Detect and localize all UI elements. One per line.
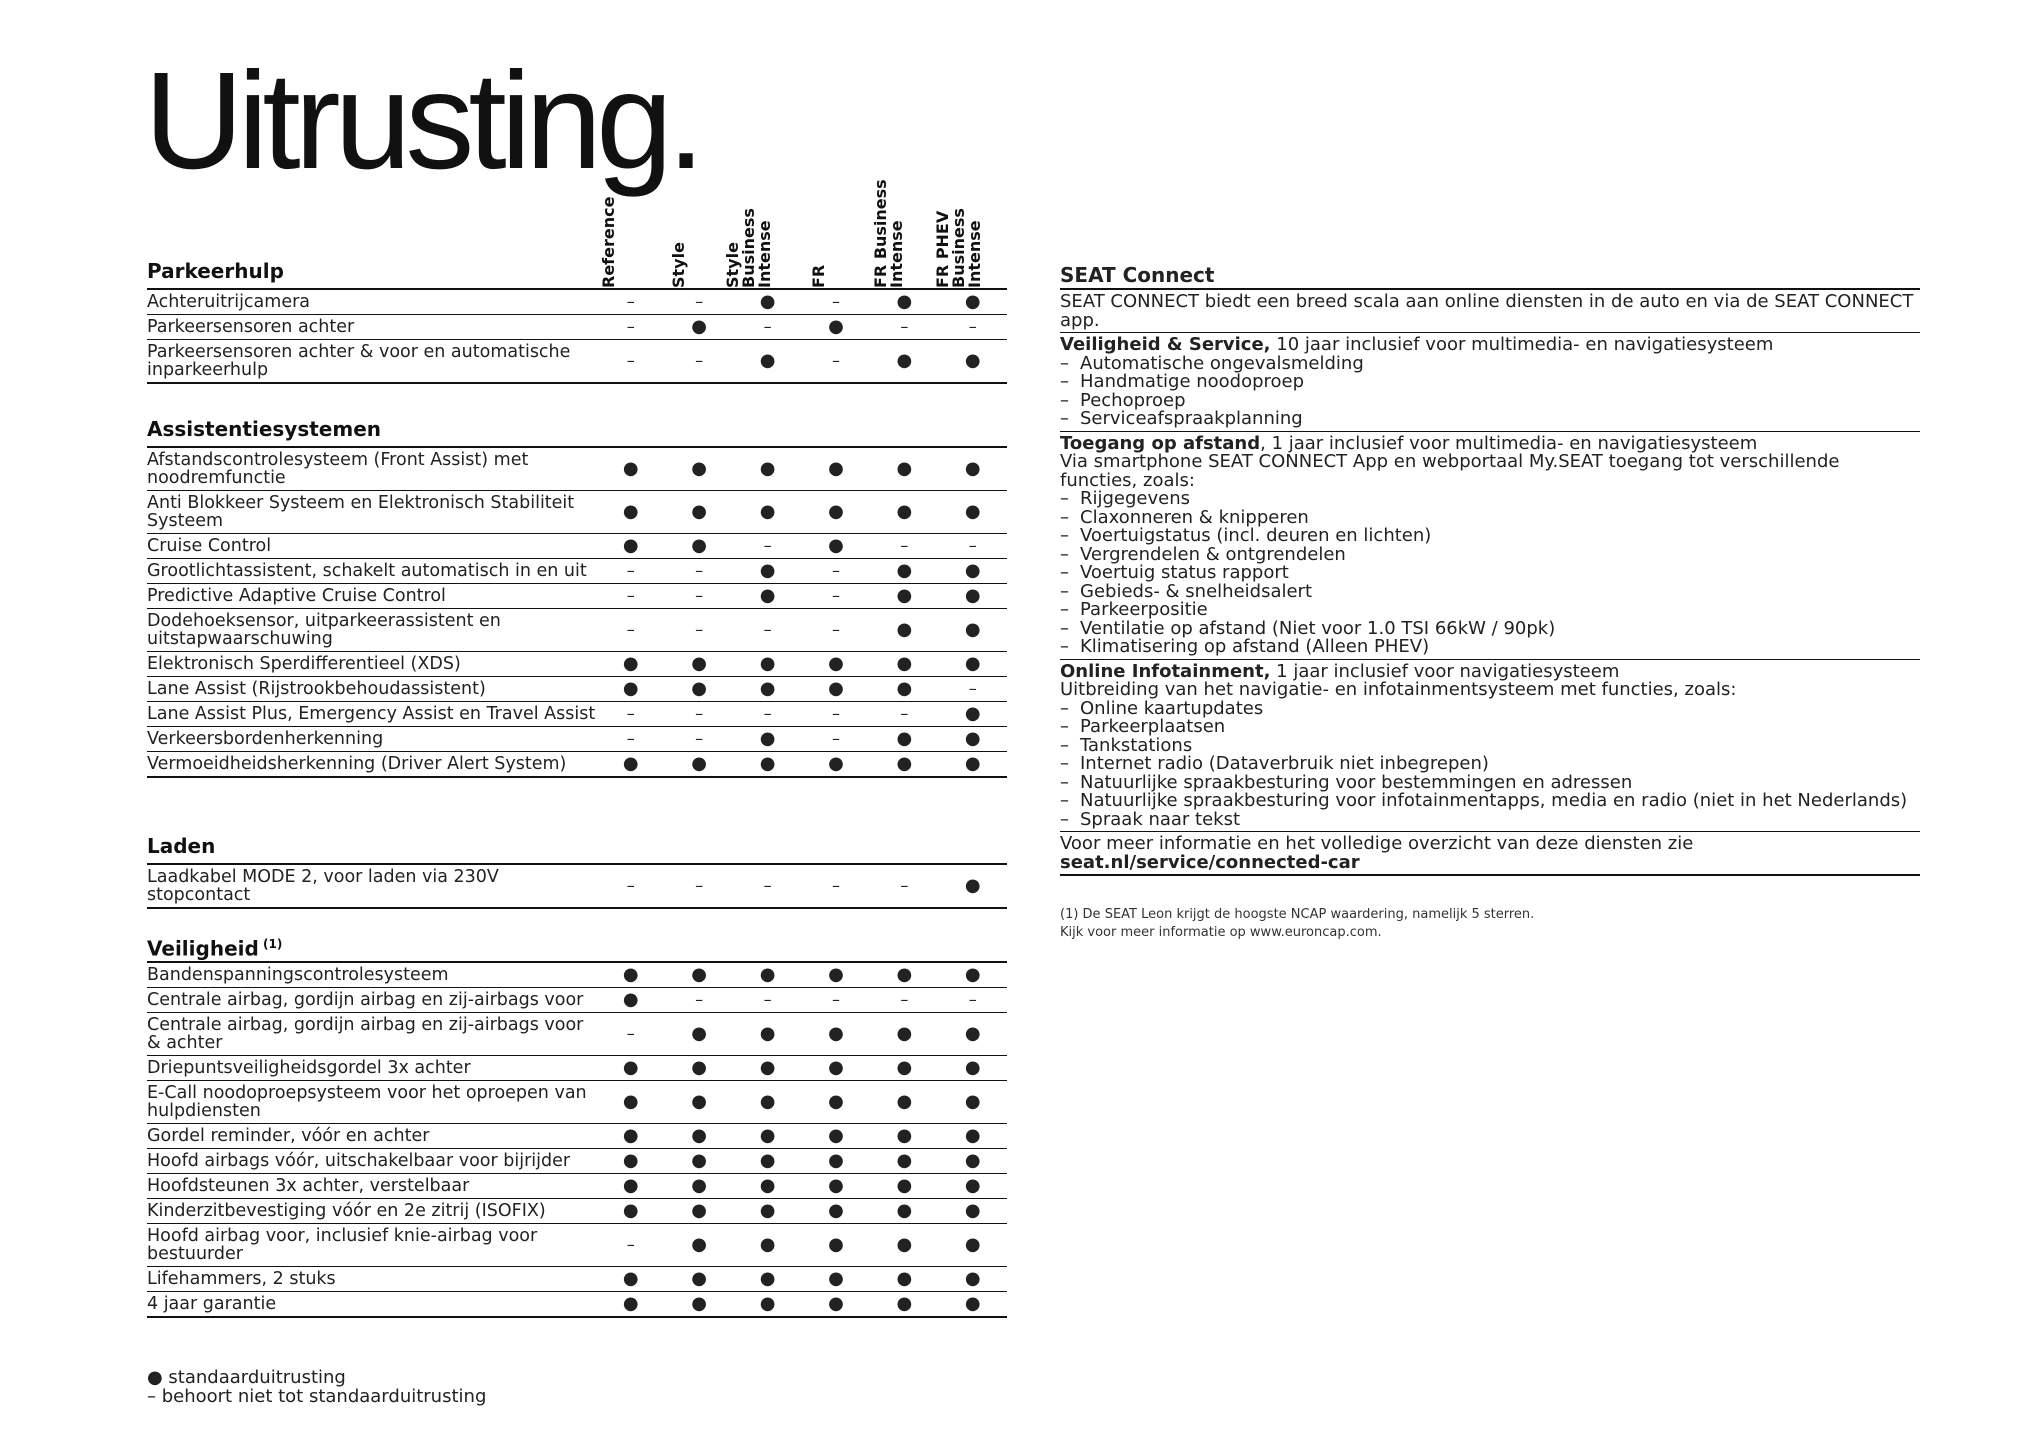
standard-dot: ● [964, 560, 981, 581]
service-list [1060, 697, 1920, 830]
standard-dot: ● [828, 964, 844, 985]
standard-dot: ● [691, 1234, 708, 1255]
table-row [147, 448, 1007, 491]
service-description: Via smartphone SEAT CONNECT App en webportaal My.SEAT toegang tot verschillende functies, zoals: [1060, 451, 1840, 491]
row-label: Vermoeidheidsherkenning (Driver Alert System) [147, 754, 567, 774]
standard-dot: ● [964, 1125, 981, 1146]
row-label: Hoofd airbag voor, inclusief knie-airbag voor bestuurder [147, 1226, 538, 1264]
table-row [147, 491, 1007, 534]
page-title: Uitrusting. [144, 44, 700, 198]
table-row [147, 1056, 1007, 1081]
column-header-line: FR PHEV [933, 210, 952, 288]
standard-dot: ● [828, 1293, 844, 1314]
standard-dot: ● [691, 535, 708, 556]
standard-dot: ● [622, 1057, 639, 1078]
standard-dot: ● [828, 1175, 844, 1196]
service-list-item: – Internet radio (Dataverbruik niet inbegrepen) [1060, 755, 1920, 774]
table-row [147, 752, 1007, 778]
standard-dot: ● [691, 458, 708, 479]
not-standard-dash: – [695, 729, 704, 748]
standard-dot: ● [828, 1268, 844, 1289]
standard-dot: ● [828, 1057, 844, 1078]
standard-dot: ● [691, 653, 708, 674]
seat-connect-panel [1060, 262, 1920, 876]
not-standard-dash: – [831, 292, 840, 311]
not-standard-dash: – [968, 536, 977, 555]
standard-dot: ● [622, 501, 639, 522]
service-list-item: – Online kaartupdates [1060, 700, 1920, 719]
service-list-item: – Voertuigstatus (incl. deuren en lichten) [1060, 527, 1920, 546]
footnote-line: Kijk voor meer informatie op www.euroncap.com. [1060, 925, 1382, 940]
not-standard-dash: – [626, 620, 635, 639]
service-list-item: – Natuurlijke spraakbesturing voor bestemmingen en adressen [1060, 774, 1920, 793]
section-title: Veiligheid $^{(1)}$ [147, 936, 283, 961]
footnote [1060, 906, 1534, 942]
standard-dot: ● [759, 728, 776, 749]
section-title: Laden [147, 834, 216, 858]
standard-dot: ● [759, 1091, 776, 1112]
section-parkeerhulp [147, 258, 1007, 384]
standard-dot: ● [964, 1268, 981, 1289]
standard-dot: ● [896, 1234, 913, 1255]
service-list-item: – Claxonneren & knipperen [1060, 509, 1920, 528]
standard-dot: ● [622, 678, 639, 699]
standard-dot: ● [896, 1268, 913, 1289]
row-label: Dodehoeksensor, uitparkeerassistent en uitstapwaarschuwing [147, 611, 501, 649]
standard-dot: ● [964, 291, 981, 312]
standard-dot: ● [896, 1057, 913, 1078]
service-description: Uitbreiding van het navigatie- en infotainmentsysteem met functies, zoals: [1060, 679, 1737, 700]
standard-dot: ● [759, 585, 776, 606]
not-standard-dash: – [695, 704, 704, 723]
row-label: Kinderzitbevestiging vóór en 2e zitrij (ISOFIX) [147, 1201, 546, 1221]
standard-dot: ● [691, 964, 708, 985]
row-label: Cruise Control [147, 536, 272, 556]
not-standard-dash: – [626, 1024, 635, 1043]
standard-dot: ● [622, 1125, 639, 1146]
standard-dot: ● [759, 653, 776, 674]
standard-dot: ● [759, 458, 776, 479]
table-row [147, 1149, 1007, 1174]
not-standard-dash: – [831, 729, 840, 748]
table-row [147, 609, 1007, 652]
not-standard-dash: – [968, 317, 977, 336]
service-list-item: – Voertuig status rapport [1060, 564, 1920, 583]
not-standard-dash: – [831, 351, 840, 370]
table-row [147, 727, 1007, 752]
not-standard-dash: – [900, 704, 909, 723]
not-standard-dash: – [763, 620, 772, 639]
standard-dot: ● [828, 653, 844, 674]
standard-dot: ● [691, 1023, 708, 1044]
table-row [147, 1174, 1007, 1199]
standard-dot: ● [896, 619, 913, 640]
row-label: E-Call noodoproepsysteem voor het oproepen van hulpdiensten [147, 1083, 587, 1121]
not-standard-dash: – [626, 704, 635, 723]
row-label: Lifehammers, 2 stuks [147, 1269, 336, 1289]
standard-dot: ● [622, 1200, 639, 1221]
standard-dot: ● [691, 1057, 708, 1078]
standard-dot: ● [759, 1268, 776, 1289]
standard-dot: ● [896, 585, 913, 606]
standard-dot: ● [964, 1023, 981, 1044]
standard-dot: ● [828, 1091, 844, 1112]
seat-connect-more-info [1060, 832, 1920, 876]
column-header-line: Business [949, 208, 968, 288]
service-heading: Toegang op afstand, 1 jaar inclusief voor multimedia- en navigatiesysteem [1060, 432, 1758, 454]
not-standard-dash: – [763, 704, 772, 723]
service-list-item: – Parkeerpositie [1060, 601, 1920, 620]
standard-dot: ● [759, 1234, 776, 1255]
not-standard-dash: – [900, 317, 909, 336]
column-header-line: Intense [965, 220, 984, 288]
section-laden [147, 833, 1007, 909]
standard-dot: ● [896, 560, 913, 581]
standard-dot: ● [964, 1200, 981, 1221]
section-assistentiesystemen [147, 416, 1007, 778]
not-standard-dash: – [831, 704, 840, 723]
not-standard-dash: – [831, 876, 840, 895]
seat-connect-title: SEAT Connect [1060, 262, 1920, 290]
column-header-line: FR [809, 264, 828, 288]
standard-dot: ● [622, 989, 639, 1010]
not-standard-dash: – [763, 876, 772, 895]
standard-dot: ● [964, 1293, 981, 1314]
standard-dot: ● [964, 585, 981, 606]
standard-dot: ● [896, 653, 913, 674]
standard-dot: ● [964, 501, 981, 522]
table-row [147, 534, 1007, 559]
legend-item: ● standaarduitrusting [147, 1367, 346, 1388]
not-standard-dash: – [626, 292, 635, 311]
row-label: Driepuntsveiligheidsgordel 3x achter [147, 1058, 471, 1078]
footnote-line: (1) De SEAT Leon krijgt de hoogste NCAP waardering, namelijk 5 sterren. [1060, 907, 1535, 922]
row-label: Achteruitrijcamera [147, 292, 311, 312]
not-standard-dash: – [695, 351, 704, 370]
connected-car-link[interactable]: seat.nl/service/connected-car [1060, 851, 1360, 873]
standard-dot: ● [896, 1091, 913, 1112]
standard-dot: ● [828, 458, 844, 479]
row-label: Grootlichtassistent, schakelt automatisch in en uit [147, 561, 587, 581]
row-label: Bandenspanningscontrolesysteem [147, 965, 449, 985]
standard-dot: ● [622, 1091, 639, 1112]
row-label: Lane Assist (Rijstrookbehoudassistent) [147, 679, 486, 699]
more-info-text: Voor meer informatie en het volledige overzicht van deze diensten zie [1060, 833, 1694, 854]
standard-dot: ● [691, 753, 708, 774]
table-row [147, 1224, 1007, 1267]
table-row [147, 677, 1007, 702]
standard-dot: ● [691, 1091, 708, 1112]
standard-dot: ● [896, 1023, 913, 1044]
standard-dot: ● [759, 678, 776, 699]
service-list-item: – Ventilatie op afstand (Niet voor 1.0 TSI 66kW / 90pk) [1060, 620, 1920, 639]
standard-dot: ● [964, 1057, 981, 1078]
row-label: Predictive Adaptive Cruise Control [147, 586, 446, 606]
service-list-item: – Vergrendelen & ontgrendelen [1060, 546, 1920, 565]
standard-dot: ● [828, 1234, 844, 1255]
service-list-item: – Natuurlijke spraakbesturing voor infotainmentapps, media en radio (niet in het Nederlands) [1060, 792, 1920, 811]
standard-dot: ● [759, 1125, 776, 1146]
standard-dot: ● [828, 1200, 844, 1221]
not-standard-dash: – [831, 620, 840, 639]
section-title: Parkeerhulp [147, 259, 284, 283]
service-list [1060, 352, 1920, 429]
not-standard-dash: – [695, 876, 704, 895]
row-label: Anti Blokkeer Systeem en Elektronisch Stabiliteit Systeem [147, 493, 575, 531]
standard-dot: ● [964, 728, 981, 749]
standard-dot: ● [896, 678, 913, 699]
standard-dot: ● [691, 316, 708, 337]
not-standard-dash: – [900, 876, 909, 895]
not-standard-dash: – [763, 536, 772, 555]
standard-dot: ● [896, 1125, 913, 1146]
table-row [147, 963, 1007, 988]
standard-dot: ● [896, 350, 913, 371]
row-label: Parkeersensoren achter & voor en automatische inparkeerhulp [147, 342, 571, 380]
table-row [147, 988, 1007, 1013]
standard-dot: ● [964, 350, 981, 371]
standard-dot: ● [759, 501, 776, 522]
service-heading: Online Infotainment, 1 jaar inclusief voor navigatiesysteem [1060, 660, 1620, 682]
standard-dot: ● [691, 1175, 708, 1196]
standard-dot: ● [964, 1234, 981, 1255]
standard-dot: ● [622, 1268, 639, 1289]
standard-dot: ● [828, 1150, 844, 1171]
standard-dot: ● [691, 1268, 708, 1289]
not-standard-dash: – [968, 990, 977, 1009]
table-row [147, 584, 1007, 609]
standard-dot: ● [759, 291, 776, 312]
column-header-line: Reference [599, 196, 618, 288]
not-standard-dash: – [900, 536, 909, 555]
standard-dot: ● [828, 535, 844, 556]
service-list-item: – Parkeerplaatsen [1060, 718, 1920, 737]
standard-dot: ● [759, 753, 776, 774]
standard-dot: ● [896, 964, 913, 985]
standard-dot: ● [964, 703, 981, 724]
standard-dot: ● [691, 501, 708, 522]
standard-dot: ● [896, 728, 913, 749]
service-block [1060, 432, 1920, 660]
service-list-item: – Gebieds- & snelheidsalert [1060, 583, 1920, 602]
standard-dot: ● [964, 1150, 981, 1171]
section-title: Assistentiesystemen [147, 417, 382, 441]
table-row [147, 702, 1007, 727]
not-standard-dash: – [831, 561, 840, 580]
row-label: Parkeersensoren achter [147, 317, 355, 337]
section-veiligheid [147, 931, 1007, 1318]
standard-dot: ● [622, 653, 639, 674]
standard-dot: ● [759, 1023, 776, 1044]
standard-dot: ● [964, 964, 981, 985]
column-header-line: Style [723, 242, 742, 288]
standard-dot: ● [622, 1175, 639, 1196]
row-label: Centrale airbag, gordijn airbag en zij-airbags voor & achter [147, 1015, 584, 1053]
not-standard-dash: – [626, 729, 635, 748]
not-standard-dash: – [626, 317, 635, 336]
standard-dot: ● [691, 1125, 708, 1146]
standard-dot: ● [691, 678, 708, 699]
row-label: Hoofd airbags vóór, uitschakelbaar voor bijrijder [147, 1151, 571, 1171]
row-label: Verkeersbordenherkenning [147, 729, 384, 749]
service-list-item: – Rijgegevens [1060, 490, 1920, 509]
standard-dot: ● [691, 1200, 708, 1221]
standard-dot: ● [964, 619, 981, 640]
not-standard-dash: – [763, 990, 772, 1009]
not-standard-dash: – [695, 620, 704, 639]
standard-dot: ● [964, 1175, 981, 1196]
standard-dot: ● [691, 1150, 708, 1171]
not-standard-dash: – [763, 317, 772, 336]
service-list-item: – Spraak naar tekst [1060, 811, 1920, 830]
row-label: Centrale airbag, gordijn airbag en zij-airbags voor [147, 990, 584, 1010]
table-row [147, 1199, 1007, 1224]
not-standard-dash: – [968, 679, 977, 698]
column-header-line: Intense [755, 220, 774, 288]
standard-dot: ● [964, 653, 981, 674]
standard-dot: ● [622, 535, 639, 556]
standard-dot: ● [759, 350, 776, 371]
standard-dot: ● [759, 560, 776, 581]
service-list-item: – Pechoproep [1060, 392, 1920, 411]
standard-dot: ● [622, 1150, 639, 1171]
table-row [147, 315, 1007, 340]
service-list-item: – Serviceafspraakplanning [1060, 410, 1920, 429]
standard-dot: ● [828, 753, 844, 774]
standard-dot: ● [828, 1125, 844, 1146]
not-standard-dash: – [626, 351, 635, 370]
service-block [1060, 660, 1920, 833]
row-label: Hoofdsteunen 3x achter, verstelbaar [147, 1176, 470, 1196]
standard-dot: ● [964, 1091, 981, 1112]
service-block [1060, 333, 1920, 432]
standard-dot: ● [964, 875, 981, 896]
service-list-item: – Handmatige noodoproep [1060, 373, 1920, 392]
table-row [147, 1292, 1007, 1318]
standard-dot: ● [622, 1293, 639, 1314]
not-standard-dash: – [695, 561, 704, 580]
not-standard-dash: – [626, 1235, 635, 1254]
standard-dot: ● [759, 964, 776, 985]
table-row [147, 1013, 1007, 1056]
standard-dot: ● [896, 1175, 913, 1196]
table-row [147, 1124, 1007, 1149]
table-row [147, 340, 1007, 384]
table-row [147, 1267, 1007, 1292]
not-standard-dash: – [695, 292, 704, 311]
not-standard-dash: – [831, 586, 840, 605]
not-standard-dash: – [695, 586, 704, 605]
standard-dot: ● [964, 753, 981, 774]
standard-dot: ● [896, 501, 913, 522]
table-row [147, 559, 1007, 584]
column-header-line: Style [669, 242, 688, 288]
legend-item: – behoort niet tot standaarduitrusting [147, 1386, 487, 1407]
service-heading: Veiligheid & Service, 10 jaar inclusief voor multimedia- en navigatiesysteem [1060, 334, 1774, 355]
row-label: Afstandscontrolesysteem (Front Assist) met noodremfunctie [147, 450, 529, 488]
row-label: Lane Assist Plus, Emergency Assist en Travel Assist [147, 704, 596, 724]
service-list-item: – Tankstations [1060, 737, 1920, 756]
standard-dot: ● [896, 1150, 913, 1171]
standard-dot: ● [828, 316, 844, 337]
not-standard-dash: – [695, 990, 704, 1009]
standard-dot: ● [896, 458, 913, 479]
standard-dot: ● [896, 1200, 913, 1221]
standard-dot: ● [828, 1023, 844, 1044]
row-label: Gordel reminder, vóór en achter [147, 1126, 430, 1146]
standard-dot: ● [896, 291, 913, 312]
footnote-marker: (1) [258, 937, 283, 951]
row-label: Elektronisch Sperdifferentieel (XDS) [147, 654, 461, 674]
table-row [147, 652, 1007, 677]
standard-dot: ● [896, 1293, 913, 1314]
standard-dot: ● [964, 458, 981, 479]
row-label: 4 jaar garantie [147, 1294, 277, 1314]
standard-dot: ● [691, 1293, 708, 1314]
standard-dot: ● [896, 753, 913, 774]
table-row [147, 290, 1007, 315]
standard-dot: ● [759, 1057, 776, 1078]
service-list-item: – Automatische ongevalsmelding [1060, 355, 1920, 374]
standard-dot: ● [828, 678, 844, 699]
standard-dot: ● [622, 458, 639, 479]
not-standard-dash: – [831, 990, 840, 1009]
standard-dot: ● [622, 964, 639, 985]
standard-dot: ● [622, 753, 639, 774]
service-list [1060, 490, 1920, 657]
column-header-line: FR Business [871, 179, 890, 288]
row-label: Laadkabel MODE 2, voor laden via 230V stopcontact [147, 867, 499, 905]
standard-dot: ● [759, 1200, 776, 1221]
service-list-item: – Klimatisering op afstand (Alleen PHEV) [1060, 638, 1920, 657]
table-row [147, 865, 1007, 909]
standard-dot: ● [759, 1150, 776, 1171]
column-header-line: Intense [887, 220, 906, 288]
not-standard-dash: – [626, 876, 635, 895]
table-row [147, 1081, 1007, 1124]
legend [147, 1368, 486, 1406]
standard-dot: ● [759, 1293, 776, 1314]
seat-connect-intro: SEAT CONNECT biedt een breed scala aan online diensten in de auto en via de SEAT CONNECT app. [1060, 290, 1920, 333]
standard-dot: ● [759, 1175, 776, 1196]
column-header-line: Business [739, 208, 758, 288]
not-standard-dash: – [626, 586, 635, 605]
not-standard-dash: – [626, 561, 635, 580]
not-standard-dash: – [900, 990, 909, 1009]
standard-dot: ● [828, 501, 844, 522]
